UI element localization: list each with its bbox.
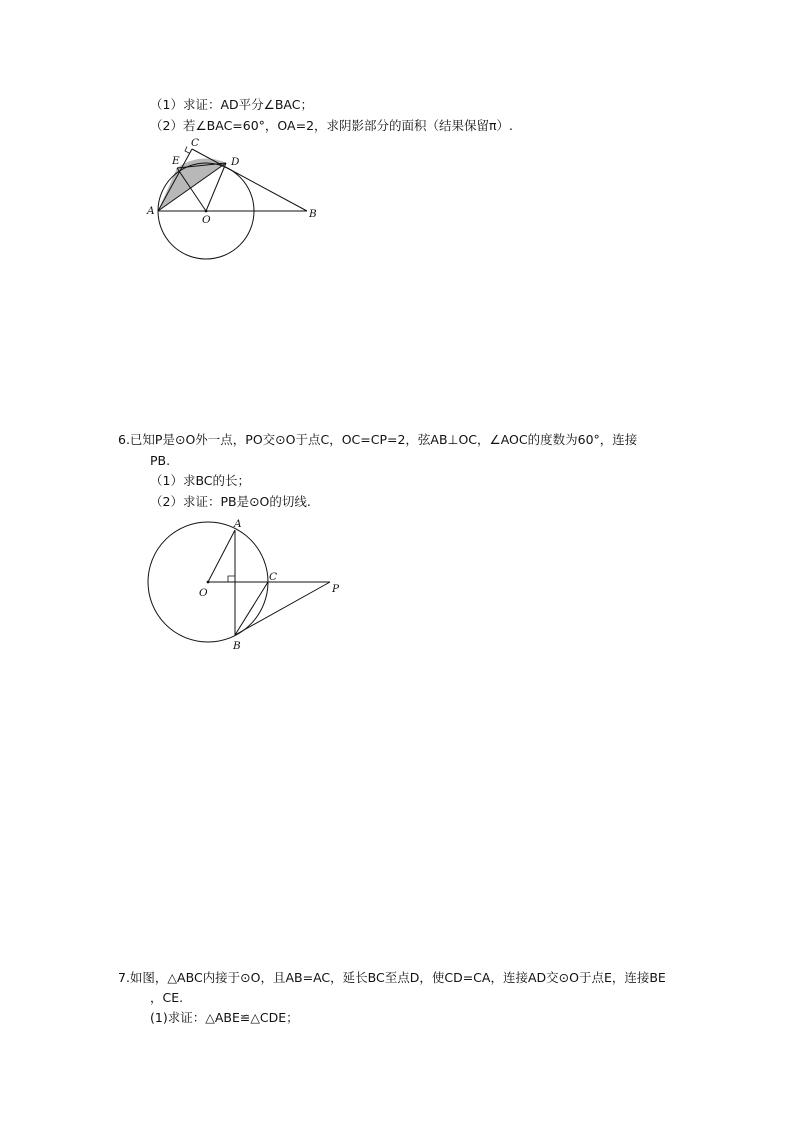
problem5-part1: （1）求证：AD平分∠BAC； (150, 97, 313, 112)
label-e: E (172, 155, 180, 167)
problem5-figure (140, 136, 330, 266)
label-p: P (332, 583, 340, 595)
label-o: O (199, 587, 208, 599)
right-angle-mark (185, 147, 190, 154)
problem6-part2: （2）求证：PB是⊙O的切线. (150, 494, 311, 509)
label-d: D (231, 156, 240, 168)
label-a: A (147, 205, 155, 217)
center-dot (205, 210, 208, 213)
problem6-part1: （1）求BC的长； (150, 473, 251, 488)
problem7-part1: (1)求证：△ABE≌△CDE； (150, 1010, 299, 1025)
problem7-stem-line1: 7.如图，△ABC内接于⊙O，且AB=AC，延长BC至点D，使CD=CA，连接AD交⊙O于点E，连接BE (118, 970, 666, 985)
problem6-figure (140, 510, 350, 655)
segment-bc (235, 582, 268, 635)
label-a: A (234, 518, 242, 530)
label-c: C (269, 571, 278, 583)
right-angle-mark (228, 576, 235, 582)
label-b: B (233, 640, 241, 652)
problem6-stem-line1: 6.已知P是⊙O外一点，PO交⊙O于点C，OC=CP=2，弦AB⊥OC，∠AOC的度数为60°，连接 (118, 432, 638, 447)
problem7-stem-line2: ，CE. (150, 990, 184, 1005)
problem6-stem-line2: PB. (150, 453, 171, 468)
label-c: C (191, 137, 200, 149)
segment-bp (235, 582, 330, 635)
label-o: O (202, 214, 211, 226)
label-b: B (309, 208, 317, 220)
segment-oa (208, 530, 235, 582)
problem5-part2: （2）若∠BAC=60°，OA=2，求阴影部分的面积（结果保留π）. (150, 118, 514, 133)
center-dot (207, 581, 210, 584)
segment-cd-tangent (192, 149, 307, 211)
